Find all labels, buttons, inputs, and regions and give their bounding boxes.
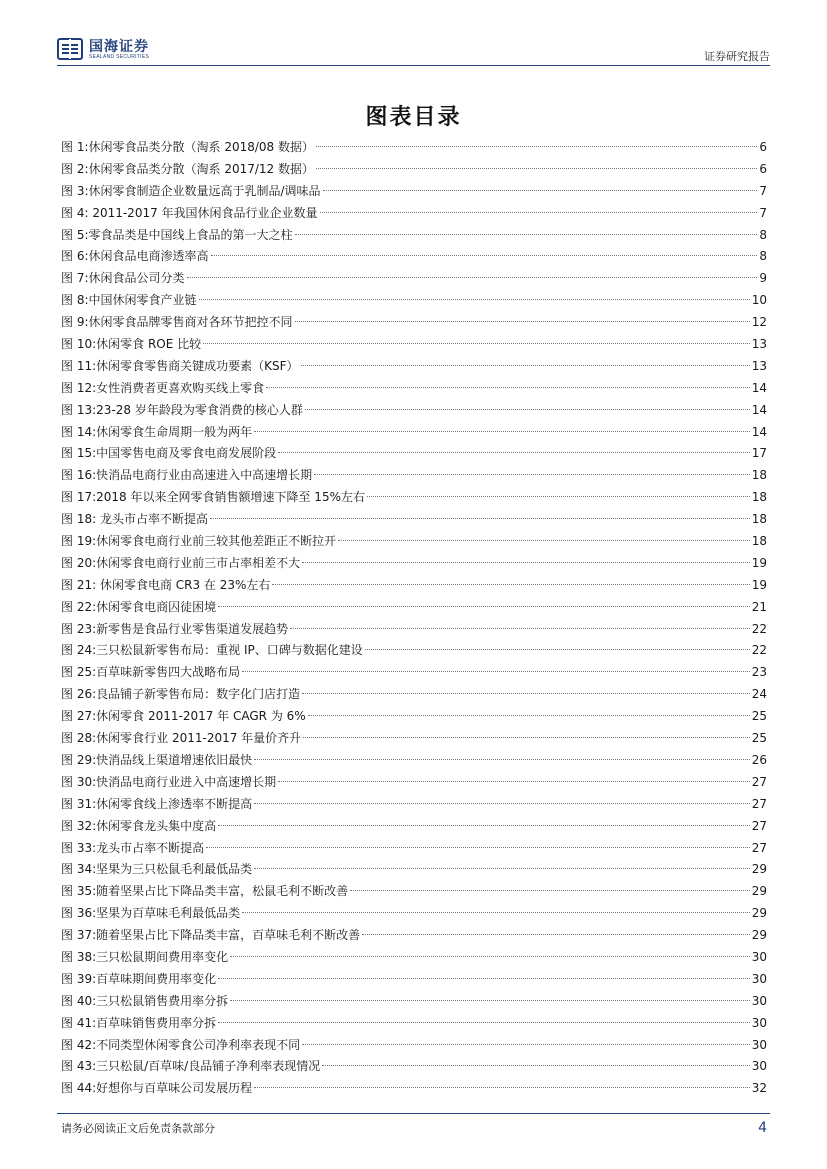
toc-page-number: 25 [751, 731, 767, 746]
toc-figure-title: 不同类型休闲零食公司净利率表现不同 [96, 1037, 301, 1052]
toc-figure-number: 图 3: [61, 183, 89, 198]
toc-row[interactable] [61, 137, 767, 159]
toc-page-number: 29 [751, 928, 767, 943]
toc-row[interactable] [61, 772, 767, 794]
toc-dot-leader [211, 255, 758, 256]
toc-figure-number: 图 39: [61, 971, 97, 986]
toc-page-number: 30 [751, 993, 767, 1008]
figure-list [61, 137, 767, 1100]
toc-figure-title: 休闲食品公司分类 [88, 271, 185, 286]
toc-page-number: 30 [751, 1037, 767, 1052]
toc-row[interactable] [61, 1078, 767, 1100]
toc-figure-number: 图 7: [61, 271, 89, 286]
report-type-label: 证券研究报告 [704, 50, 770, 63]
toc-row[interactable] [61, 619, 767, 641]
toc-dot-leader [218, 606, 750, 607]
toc-figure-number: 图 12: [61, 380, 97, 395]
toc-figure-title: 2018 年以来全网零食销售额增速下降至 15%左右 [96, 490, 365, 505]
toc-page-number: 26 [751, 752, 767, 767]
toc-page-number: 30 [751, 971, 767, 986]
toc-row[interactable] [61, 334, 767, 356]
toc-figure-number: 图 21: [61, 577, 97, 592]
toc-dot-leader [230, 956, 750, 957]
toc-figure-title: 休闲零食 2011-2017 年 CAGR 为 6% [96, 709, 306, 724]
toc-dot-leader [365, 649, 750, 650]
brand-name-en: SEALAND SECURITIES [89, 54, 150, 60]
toc-page-number: 32 [751, 1081, 767, 1096]
toc-dot-leader [301, 365, 750, 366]
toc-figure-title: 中国休闲零食产业链 [88, 293, 197, 308]
toc-dot-leader [254, 868, 750, 869]
toc-row[interactable] [61, 1035, 767, 1057]
toc-figure-number: 图 13: [61, 402, 97, 417]
toc-dot-leader [316, 146, 757, 147]
toc-page-number: 30 [751, 1059, 767, 1074]
toc-page-number: 14 [751, 402, 767, 417]
toc-page-number: 27 [751, 818, 767, 833]
toc-figure-number: 图 42: [61, 1037, 97, 1052]
toc-row[interactable] [61, 465, 767, 487]
toc-page-number: 23 [751, 665, 767, 680]
toc-row[interactable] [61, 181, 767, 203]
toc-figure-number: 图 17: [61, 490, 97, 505]
page-title: 图表目录 [365, 104, 462, 130]
toc-row[interactable] [61, 991, 767, 1013]
toc-page-number: 27 [751, 840, 767, 855]
toc-figure-title: 三只松鼠新零售布局：重视 IP、口碑与数据化建设 [96, 643, 363, 658]
toc-dot-leader [278, 781, 750, 782]
toc-figure-number: 图 27: [61, 709, 97, 724]
sealand-logo-icon [57, 36, 83, 62]
toc-row[interactable] [61, 662, 767, 684]
toc-figure-title: 百草味新零售四大战略布局 [96, 665, 241, 680]
toc-page-number: 21 [751, 599, 767, 614]
toc-row[interactable] [61, 859, 767, 881]
toc-dot-leader [290, 628, 750, 629]
toc-figure-title: 休闲零食龙头集中度高 [96, 818, 217, 833]
toc-figure-number: 图 6: [61, 249, 89, 264]
toc-figure-number: 图 16: [61, 468, 97, 483]
toc-figure-title: 休闲零食电商囚徒困境 [96, 599, 217, 614]
toc-page-number: 14 [751, 380, 767, 395]
toc-figure-number: 图 32: [61, 818, 97, 833]
toc-figure-number: 图 5: [61, 227, 89, 242]
toc-row[interactable] [61, 728, 767, 750]
toc-figure-title: 坚果为三只松鼠毛利最低品类 [96, 862, 253, 877]
toc-row[interactable] [61, 1056, 767, 1078]
toc-dot-leader [305, 409, 750, 410]
toc-figure-title: 快消品电商行业由高速进入中高速增长期 [96, 468, 313, 483]
toc-figure-number: 图 14: [61, 424, 97, 439]
toc-figure-title: 23-28 岁年龄段为零食消费的核心人群 [96, 402, 303, 417]
toc-row[interactable] [61, 487, 767, 509]
toc-row[interactable] [61, 159, 767, 181]
toc-figure-title: 休闲零食线上渗透率不断提高 [96, 796, 253, 811]
toc-dot-leader [230, 1000, 750, 1001]
footer-disclaimer: 请务必阅读正文后免责条款部分 [61, 1122, 215, 1135]
toc-page-number: 6 [759, 140, 767, 154]
toc-dot-leader [242, 912, 750, 913]
toc-page-number: 19 [751, 577, 767, 592]
toc-row[interactable] [61, 400, 767, 422]
toc-figure-title: 快消品电商行业进入中高速增长期 [96, 774, 277, 789]
toc-page-number: 29 [751, 906, 767, 921]
toc-dot-leader [210, 518, 750, 519]
toc-figure-title: 随着坚果占比下降品类丰富，松鼠毛利不断改善 [96, 884, 349, 899]
toc-page-number: 27 [751, 796, 767, 811]
toc-dot-leader [367, 496, 750, 497]
toc-figure-title: 休闲零食行业 2011-2017 年量价齐升 [96, 731, 302, 746]
toc-figure-number: 图 9: [61, 315, 89, 330]
toc-figure-title: 好想你与百草味公司发展历程 [96, 1081, 253, 1096]
toc-figure-number: 图 30: [61, 774, 97, 789]
toc-row[interactable] [61, 356, 767, 378]
toc-page-number: 8 [759, 249, 767, 264]
toc-figure-number: 图 2: [61, 161, 89, 176]
toc-page-number: 13 [751, 358, 767, 373]
toc-figure-title: 休闲零食生命周期一般为两年 [96, 424, 253, 439]
toc-page-number: 30 [751, 949, 767, 964]
toc-figure-title: 三只松鼠/百草味/良品铺子净利率表现情况 [96, 1059, 321, 1074]
toc-figure-number: 图 1: [61, 140, 89, 154]
toc-dot-leader [314, 474, 750, 475]
toc-dot-leader [199, 299, 750, 300]
toc-figure-number: 图 36: [61, 906, 97, 921]
toc-row[interactable] [61, 1013, 767, 1035]
toc-figure-number: 图 23: [61, 621, 97, 636]
toc-page-number: 12 [751, 315, 767, 330]
header-divider [57, 65, 770, 66]
toc-figure-number: 图 44: [61, 1081, 97, 1096]
toc-dot-leader [278, 452, 750, 453]
toc-row[interactable] [61, 203, 767, 225]
toc-figure-title: 零食品类是中国线上食品的第一大之柱 [88, 227, 293, 242]
toc-figure-title: 休闲零食电商行业前三市占率相差不大 [96, 555, 301, 570]
page-header [57, 34, 770, 68]
footer-divider [57, 1113, 770, 1114]
toc-row[interactable] [61, 640, 767, 662]
toc-figure-title: 快消品线上渠道增速依旧最快 [96, 752, 253, 767]
toc-row[interactable] [61, 816, 767, 838]
page-number: 4 [758, 1120, 767, 1136]
toc-figure-title: 休闲零食制造企业数量远高于乳制品/调味品 [88, 183, 321, 198]
toc-figure-title: 百草味销售费用率分拆 [96, 1015, 217, 1030]
toc-row[interactable] [61, 509, 767, 531]
toc-page-number: 8 [759, 227, 767, 242]
toc-dot-leader [323, 190, 758, 191]
toc-dot-leader [350, 890, 750, 891]
toc-figure-title: 龙头市占率不断提高 [96, 512, 208, 527]
toc-row[interactable] [61, 268, 767, 290]
toc-figure-title: 百草味期间费用率变化 [96, 971, 217, 986]
toc-dot-leader [320, 212, 758, 213]
toc-dot-leader [206, 847, 750, 848]
toc-page-number: 24 [751, 687, 767, 702]
toc-figure-number: 图 4: [61, 205, 89, 220]
toc-figure-number: 图 34: [61, 862, 97, 877]
toc-page-number: 9 [759, 271, 767, 286]
toc-page-number: 17 [751, 446, 767, 461]
toc-dot-leader [254, 759, 750, 760]
toc-dot-leader [316, 168, 757, 169]
toc-figure-number: 图 40: [61, 993, 97, 1008]
toc-dot-leader [272, 584, 749, 585]
toc-figure-title: 良品铺子新零售布局：数字化门店打造 [96, 687, 301, 702]
toc-row[interactable] [61, 925, 767, 947]
toc-dot-leader [242, 671, 750, 672]
toc-figure-number: 图 43: [61, 1059, 97, 1074]
toc-figure-title: 坚果为百草味毛利最低品类 [96, 906, 241, 921]
toc-row[interactable] [61, 422, 767, 444]
toc-dot-leader [218, 978, 750, 979]
toc-dot-leader [187, 277, 758, 278]
toc-figure-title: 随着坚果占比下降品类丰富，百草味毛利不断改善 [96, 928, 361, 943]
toc-figure-title: 休闲零食品类分散（淘系 2017/12 数据） [88, 161, 314, 176]
toc-figure-number: 图 19: [61, 534, 97, 549]
toc-row[interactable] [61, 225, 767, 247]
toc-page-number: 22 [751, 643, 767, 658]
toc-page-number: 14 [751, 424, 767, 439]
toc-page-number: 22 [751, 621, 767, 636]
toc-figure-number: 图 31: [61, 796, 97, 811]
toc-dot-leader [303, 737, 750, 738]
toc-page-number: 18 [751, 512, 767, 527]
toc-figure-title: 中国零售电商及零食电商发展阶段 [96, 446, 277, 461]
toc-figure-title: 2011-2017 年我国休闲食品行业企业数量 [88, 205, 318, 220]
toc-figure-number: 图 11: [61, 358, 97, 373]
toc-figure-number: 图 37: [61, 928, 97, 943]
toc-dot-leader [266, 387, 750, 388]
toc-page-number: 25 [751, 709, 767, 724]
toc-figure-number: 图 26: [61, 687, 97, 702]
toc-row[interactable] [61, 443, 767, 465]
toc-row[interactable] [61, 969, 767, 991]
toc-page-number: 7 [759, 183, 767, 198]
toc-figure-number: 图 38: [61, 949, 97, 964]
toc-row[interactable] [61, 597, 767, 619]
toc-row[interactable] [61, 947, 767, 969]
toc-dot-leader [302, 1044, 750, 1045]
toc-row[interactable] [61, 575, 767, 597]
toc-dot-leader [302, 693, 750, 694]
toc-page-number: 6 [759, 161, 767, 176]
toc-dot-leader [295, 234, 758, 235]
toc-dot-leader [295, 321, 750, 322]
toc-dot-leader [218, 1022, 750, 1023]
toc-figure-number: 图 8: [61, 293, 89, 308]
toc-page-number: 7 [759, 205, 767, 220]
toc-row[interactable] [61, 903, 767, 925]
toc-row[interactable] [61, 750, 767, 772]
toc-page-number: 30 [751, 1015, 767, 1030]
toc-figure-title: 休闲零食电商行业前三较其他差距正不断拉开 [96, 534, 337, 549]
toc-dot-leader [338, 540, 750, 541]
toc-dot-leader [308, 715, 750, 716]
toc-figure-number: 图 33: [61, 840, 97, 855]
toc-figure-title: 女性消费者更喜欢购买线上零食 [96, 380, 265, 395]
toc-row[interactable] [61, 684, 767, 706]
toc-page-number: 18 [751, 534, 767, 549]
toc-figure-title: 新零售是食品行业零售渠道发展趋势 [96, 621, 289, 636]
toc-figure-number: 图 24: [61, 643, 97, 658]
toc-figure-title: 休闲食品电商渗透率高 [88, 249, 209, 264]
toc-page-number: 29 [751, 884, 767, 899]
toc-row[interactable] [61, 881, 767, 903]
toc-figure-number: 图 29: [61, 752, 97, 767]
toc-row[interactable] [61, 553, 767, 575]
toc-page-number: 13 [751, 337, 767, 352]
toc-dot-leader [254, 1087, 750, 1088]
toc-row[interactable] [61, 838, 767, 860]
toc-page-number: 29 [751, 862, 767, 877]
toc-figure-title: 休闲零食品类分散（淘系 2018/08 数据） [88, 140, 314, 154]
toc-figure-number: 图 35: [61, 884, 97, 899]
toc-figure-number: 图 22: [61, 599, 97, 614]
toc-figure-number: 图 25: [61, 665, 97, 680]
toc-figure-title: 龙头市占率不断提高 [96, 840, 205, 855]
toc-dot-leader [322, 1065, 749, 1066]
toc-figure-number: 图 15: [61, 446, 97, 461]
toc-figure-title: 三只松鼠期间费用率变化 [96, 949, 229, 964]
toc-dot-leader [203, 343, 750, 344]
toc-figure-title: 休闲零食品牌零售商对各环节把控不同 [88, 315, 293, 330]
toc-dot-leader [254, 803, 750, 804]
toc-row[interactable] [61, 246, 767, 268]
toc-figure-title: 休闲零食 ROE 比较 [96, 337, 202, 352]
toc-row[interactable] [61, 706, 767, 728]
toc-figure-number: 图 41: [61, 1015, 97, 1030]
toc-row[interactable] [61, 378, 767, 400]
toc-page-number: 18 [751, 490, 767, 505]
toc-figure-number: 图 10: [61, 337, 97, 352]
toc-dot-leader [218, 825, 750, 826]
toc-row[interactable] [61, 794, 767, 816]
toc-dot-leader [302, 562, 750, 563]
toc-figure-title: 休闲零食电商 CR3 在 23%左右 [96, 577, 271, 592]
toc-row[interactable] [61, 312, 767, 334]
brand-name: 国海证券 [89, 39, 149, 55]
toc-figure-title: 三只松鼠销售费用率分拆 [96, 993, 229, 1008]
toc-page-number: 18 [751, 468, 767, 483]
toc-figure-number: 图 28: [61, 731, 97, 746]
toc-row[interactable] [61, 531, 767, 553]
toc-dot-leader [254, 431, 750, 432]
toc-figure-number: 图 20: [61, 555, 97, 570]
toc-page-number: 19 [751, 555, 767, 570]
toc-page-number: 10 [751, 293, 767, 308]
toc-figure-title: 休闲零食零售商关键成功要素（KSF） [96, 358, 299, 373]
toc-dot-leader [362, 934, 750, 935]
toc-figure-number: 图 18: [61, 512, 97, 527]
toc-row[interactable] [61, 290, 767, 312]
toc-page-number: 27 [751, 774, 767, 789]
